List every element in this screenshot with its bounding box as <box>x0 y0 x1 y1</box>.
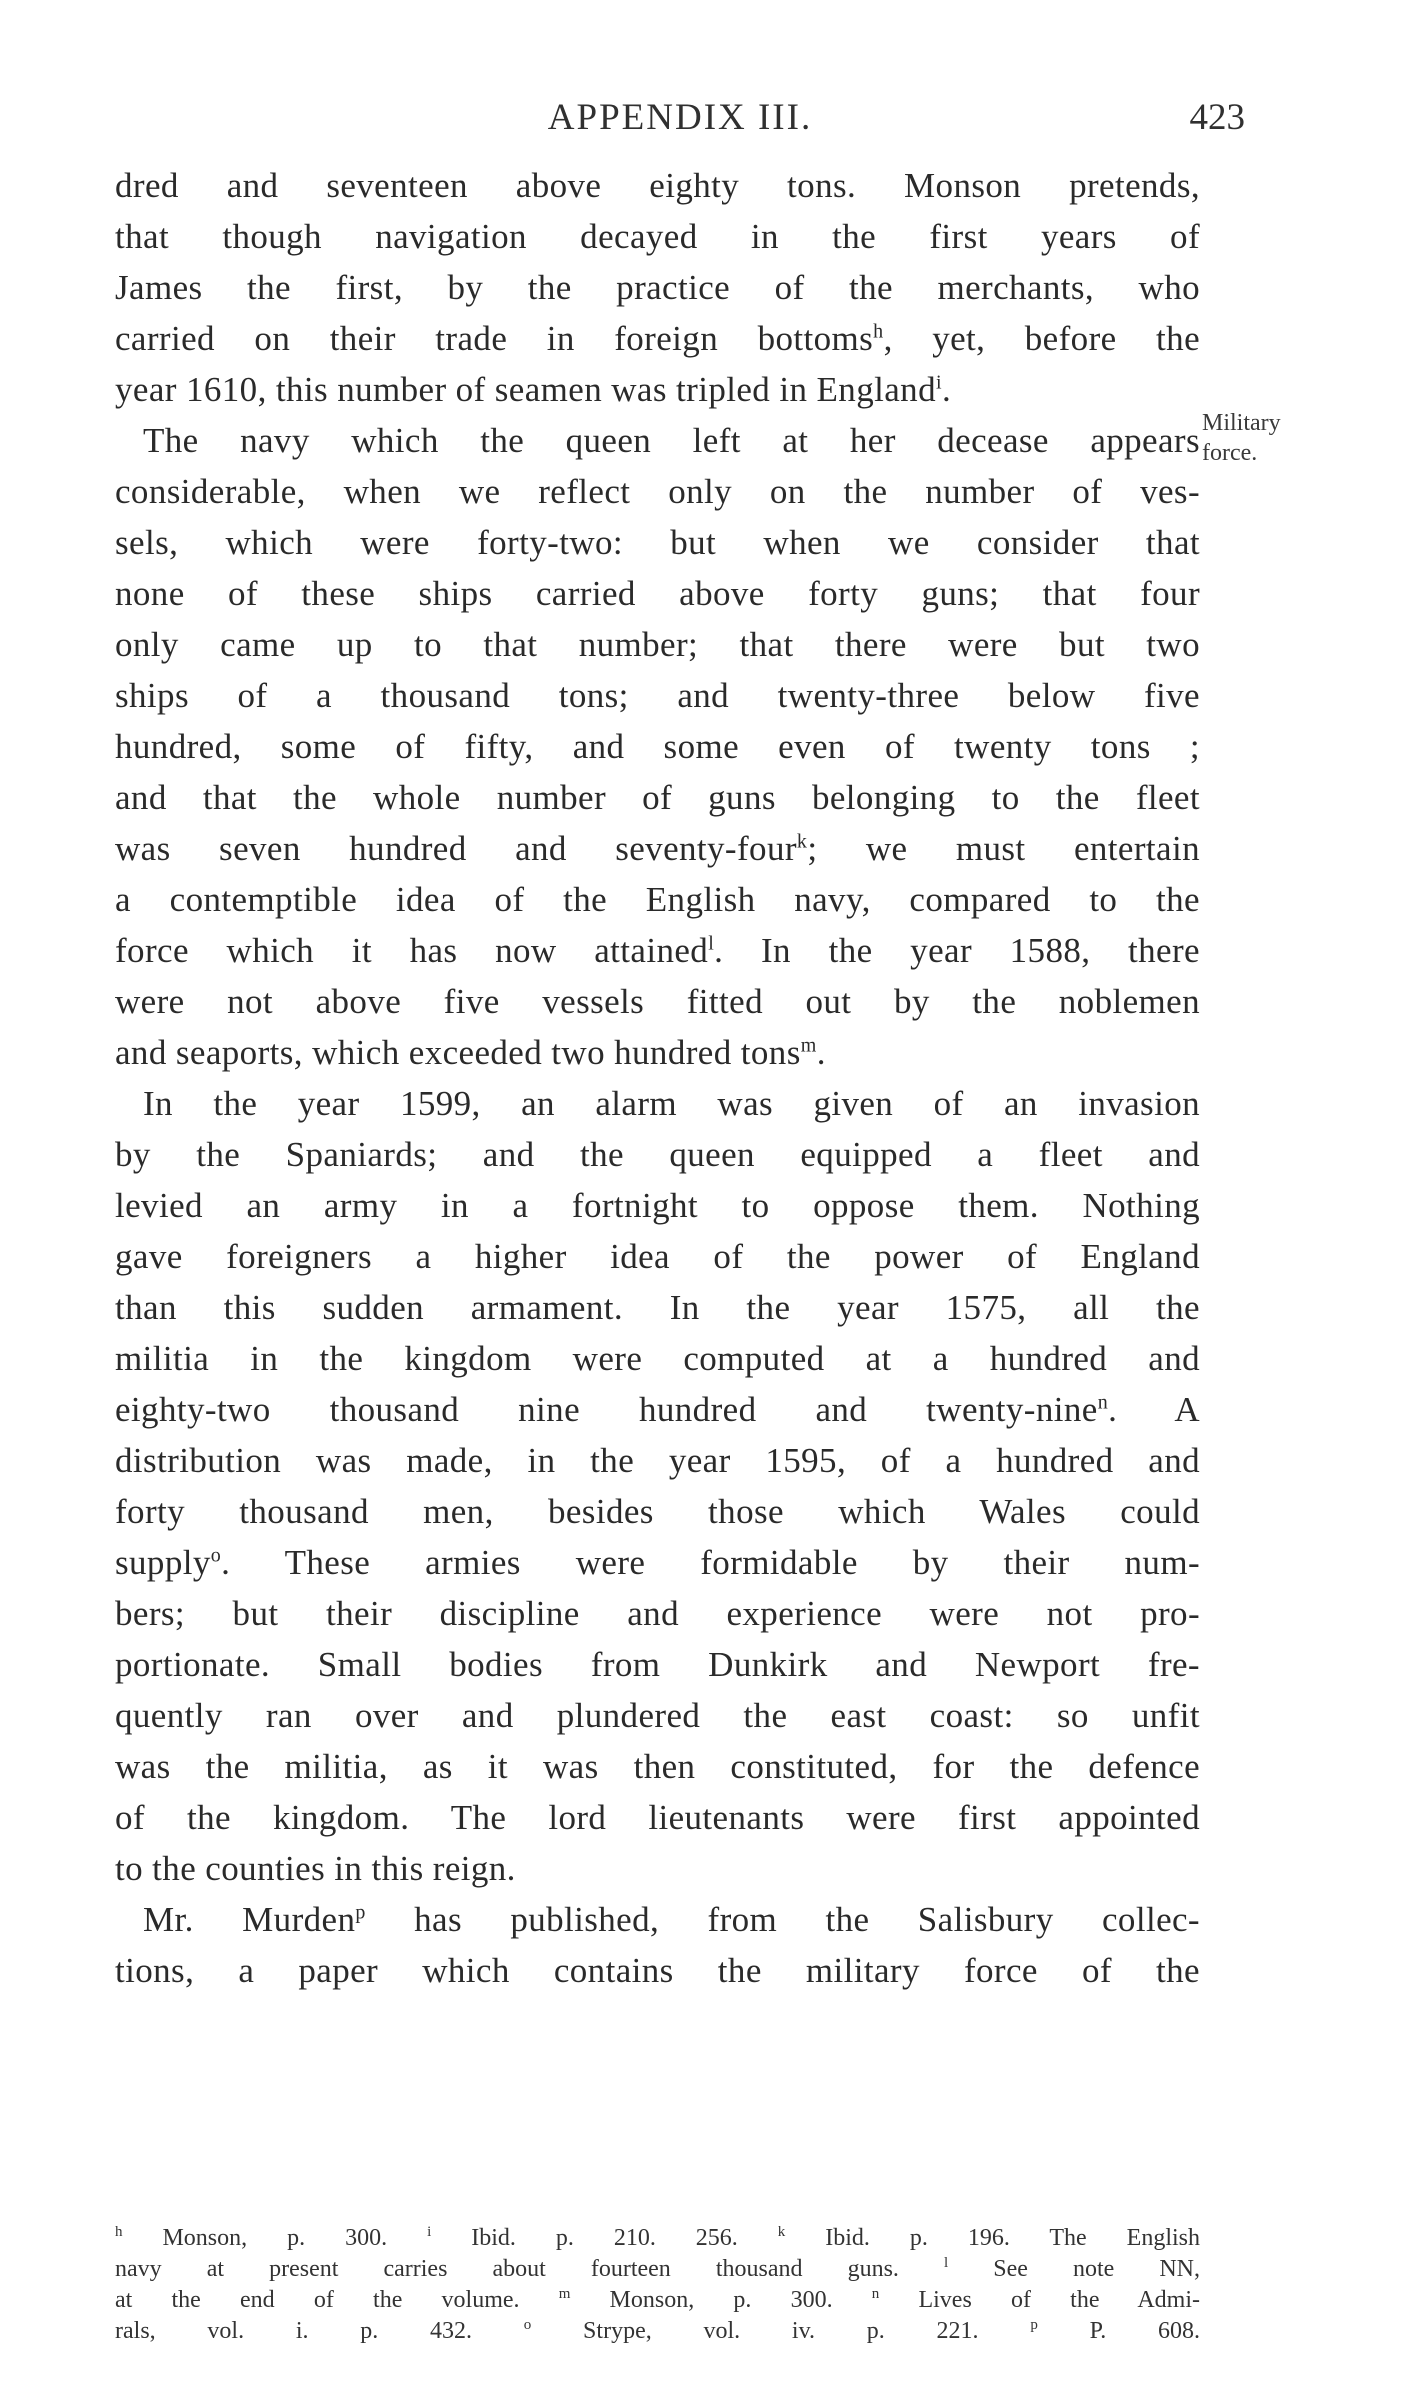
text-line <box>115 1078 1200 1129</box>
text-line <box>115 925 1200 976</box>
margin-note-line: Military <box>1202 410 1281 436</box>
footnote <box>524 2318 979 2344</box>
line-text: and seaports, which exceeded two hundred tons <box>115 1033 801 1072</box>
text-line <box>115 670 1200 721</box>
text-line <box>115 1588 1200 1639</box>
line-text: Mr. Murden <box>143 1900 356 1939</box>
line-text: of the kingdom. The lord lieutenants were first appointed <box>115 1798 1200 1837</box>
line-text: bers; but their discipline and experience were not pro- <box>115 1594 1200 1633</box>
line-text: that though navigation decayed in the first years of <box>115 217 1200 256</box>
line-text: only came up to that number; that there were but two <box>115 625 1200 664</box>
footnote <box>115 2225 387 2251</box>
footnote-text: Lives of the Admi- <box>879 2287 1201 2313</box>
footnote-text: P. 608. <box>1037 2318 1201 2344</box>
footnote <box>872 2287 1200 2313</box>
footnote-marker: l <box>944 2255 949 2271</box>
line-text: by the Spaniards; and the queen equipped a fleet and <box>115 1135 1200 1174</box>
line-text: considerable, when we reflect only on the number of ves- <box>115 472 1200 511</box>
margin-note-line: force. <box>1202 440 1258 466</box>
text-line <box>115 1180 1200 1231</box>
footnote-line <box>115 2285 1200 2316</box>
line-text: eighty-two thousand nine hundred and twenty-nine <box>115 1390 1098 1429</box>
footnote-text: Strype, vol. iv. p. 221. <box>531 2318 979 2344</box>
text-line <box>115 1129 1200 1180</box>
line-text: , yet, before the <box>883 319 1200 358</box>
footnote-marker: p <box>1030 2317 1038 2333</box>
line-text: The navy which the queen left at her decease appears <box>143 421 1200 460</box>
text-line <box>115 1945 1200 1996</box>
line-text: . <box>941 370 952 409</box>
text-line <box>115 1384 1200 1435</box>
line-text: dred and seventeen above eighty tons. Monson pretends, <box>115 166 1200 205</box>
line-text: quently ran over and plundered the east coast: so unfit <box>115 1696 1200 1735</box>
text-line <box>115 976 1200 1027</box>
line-text: portionate. Small bodies from Dunkirk and Newport fre- <box>115 1645 1200 1684</box>
text-line <box>115 1894 1200 1945</box>
footnote-text: Ibid. p. 196. The English <box>785 2225 1201 2251</box>
footnote-text: Monson, p. 300. <box>570 2287 833 2313</box>
footnotes <box>115 2223 1200 2347</box>
text-line <box>115 568 1200 619</box>
line-text: was the militia, as it was then constituted, for the defence <box>115 1747 1200 1786</box>
line-text: carried on their trade in foreign bottoms <box>115 319 874 358</box>
text-line <box>115 160 1200 211</box>
text-line <box>115 211 1200 262</box>
text-line <box>115 262 1200 313</box>
footnote-marker: m <box>800 1034 817 1057</box>
footnote-marker: h <box>873 320 884 343</box>
line-text: and that the whole number of guns belonging to the fleet <box>115 778 1200 817</box>
footnote-marker: i <box>427 2224 432 2240</box>
text-line <box>115 1435 1200 1486</box>
footnote-marker: i <box>935 371 942 394</box>
text-line <box>115 1537 1200 1588</box>
footnote <box>115 2318 472 2344</box>
margin-note <box>1202 408 1312 468</box>
text-line <box>115 1792 1200 1843</box>
footnote-text: at the end of the volume. <box>115 2287 520 2313</box>
page-header <box>115 96 1245 156</box>
footnote-text: Monson, p. 300. <box>122 2225 388 2251</box>
text-line <box>115 313 1200 364</box>
line-text: none of these ships carried above forty guns; that four <box>115 574 1200 613</box>
line-text: . These armies were formidable by their num- <box>221 1543 1200 1582</box>
line-text: were not above five vessels fitted out by the noblemen <box>115 982 1200 1021</box>
text-line <box>115 823 1200 874</box>
footnote-marker: k <box>796 830 808 853</box>
footnote <box>559 2287 833 2313</box>
text-line <box>115 619 1200 670</box>
footnote-line <box>115 2254 1200 2285</box>
line-text: sels, which were forty-two: but when we consider that <box>115 523 1200 562</box>
text-line <box>115 1741 1200 1792</box>
footnote-text: navy at present carries about fourteen thousand guns. <box>115 2256 899 2282</box>
line-text: In the year 1599, an alarm was given of an invasion <box>143 1084 1200 1123</box>
text-line <box>115 1843 1200 1894</box>
line-text: year 1610, this number of seamen was tripled in England <box>115 370 936 409</box>
text-line <box>115 1282 1200 1333</box>
line-text: tions, a paper which contains the military force of the <box>115 1951 1200 1990</box>
line-text: was seven hundred and seventy-four <box>115 829 797 868</box>
line-text: ships of a thousand tons; and twenty-three below five <box>115 676 1200 715</box>
footnote-marker: n <box>1097 1391 1109 1414</box>
page-number: 423 <box>1189 97 1245 138</box>
footnote-marker: o <box>523 2317 532 2333</box>
footnote-text: rals, vol. i. p. 432. <box>115 2318 473 2344</box>
line-text: to the counties in this reign. <box>115 1849 516 1888</box>
line-text: James the first, by the practice of the merchants, who <box>115 268 1200 307</box>
footnote <box>944 2256 1200 2282</box>
line-text: . <box>816 1033 826 1072</box>
footnote-marker: p <box>355 1901 366 1924</box>
footnote <box>115 2256 899 2282</box>
footnote <box>778 2225 1200 2251</box>
footnote <box>427 2225 738 2251</box>
footnote <box>115 2287 520 2313</box>
footnote-marker: k <box>777 2224 786 2240</box>
text-line <box>115 1639 1200 1690</box>
text-line <box>115 1486 1200 1537</box>
running-title: APPENDIX III. <box>547 97 813 138</box>
line-text: levied an army in a fortnight to oppose them. Nothing <box>115 1186 1200 1225</box>
footnote-marker: o <box>210 1544 222 1567</box>
line-text: has published, from the Salisbury collec- <box>365 1900 1200 1939</box>
footnote <box>1030 2318 1200 2344</box>
line-text: a contemptible idea of the English navy, compared to the <box>115 880 1200 919</box>
text-line <box>115 1690 1200 1741</box>
footnote-text: See note NN, <box>948 2256 1200 2282</box>
text-line <box>115 364 1200 415</box>
text-line <box>115 1027 1200 1078</box>
line-text: distribution was made, in the year 1595, of a hundred and <box>115 1441 1200 1480</box>
text-line <box>115 466 1200 517</box>
text-line <box>115 874 1200 925</box>
text-line <box>115 1231 1200 1282</box>
line-text: forty thousand men, besides those which Wales could <box>115 1492 1200 1531</box>
footnote-line <box>115 2223 1200 2254</box>
footnote-marker: h <box>115 2224 123 2240</box>
footnote-text: Ibid. p. 210. 256. <box>431 2225 738 2251</box>
line-text: than this sudden armament. In the year 1575, all the <box>115 1288 1200 1327</box>
footnote-marker: l <box>708 932 715 955</box>
line-text: force which it has now attained <box>115 931 709 970</box>
body-text <box>115 160 1200 1996</box>
line-text: ; we must entertain <box>807 829 1201 868</box>
footnote-marker: n <box>871 2286 880 2302</box>
line-text: . In the year 1588, there <box>714 931 1200 970</box>
text-line <box>115 772 1200 823</box>
footnote-line <box>115 2316 1200 2347</box>
text-line <box>115 517 1200 568</box>
text-line <box>115 1333 1200 1384</box>
line-text: supply <box>115 1543 211 1582</box>
line-text: . A <box>1108 1390 1201 1429</box>
line-text: hundred, some of fifty, and some even of twenty tons ; <box>115 727 1200 766</box>
footnote-marker: m <box>558 2286 571 2302</box>
text-line <box>115 415 1200 466</box>
text-line <box>115 721 1200 772</box>
line-text: gave foreigners a higher idea of the power of England <box>115 1237 1200 1276</box>
line-text: militia in the kingdom were computed at a hundred and <box>115 1339 1200 1378</box>
